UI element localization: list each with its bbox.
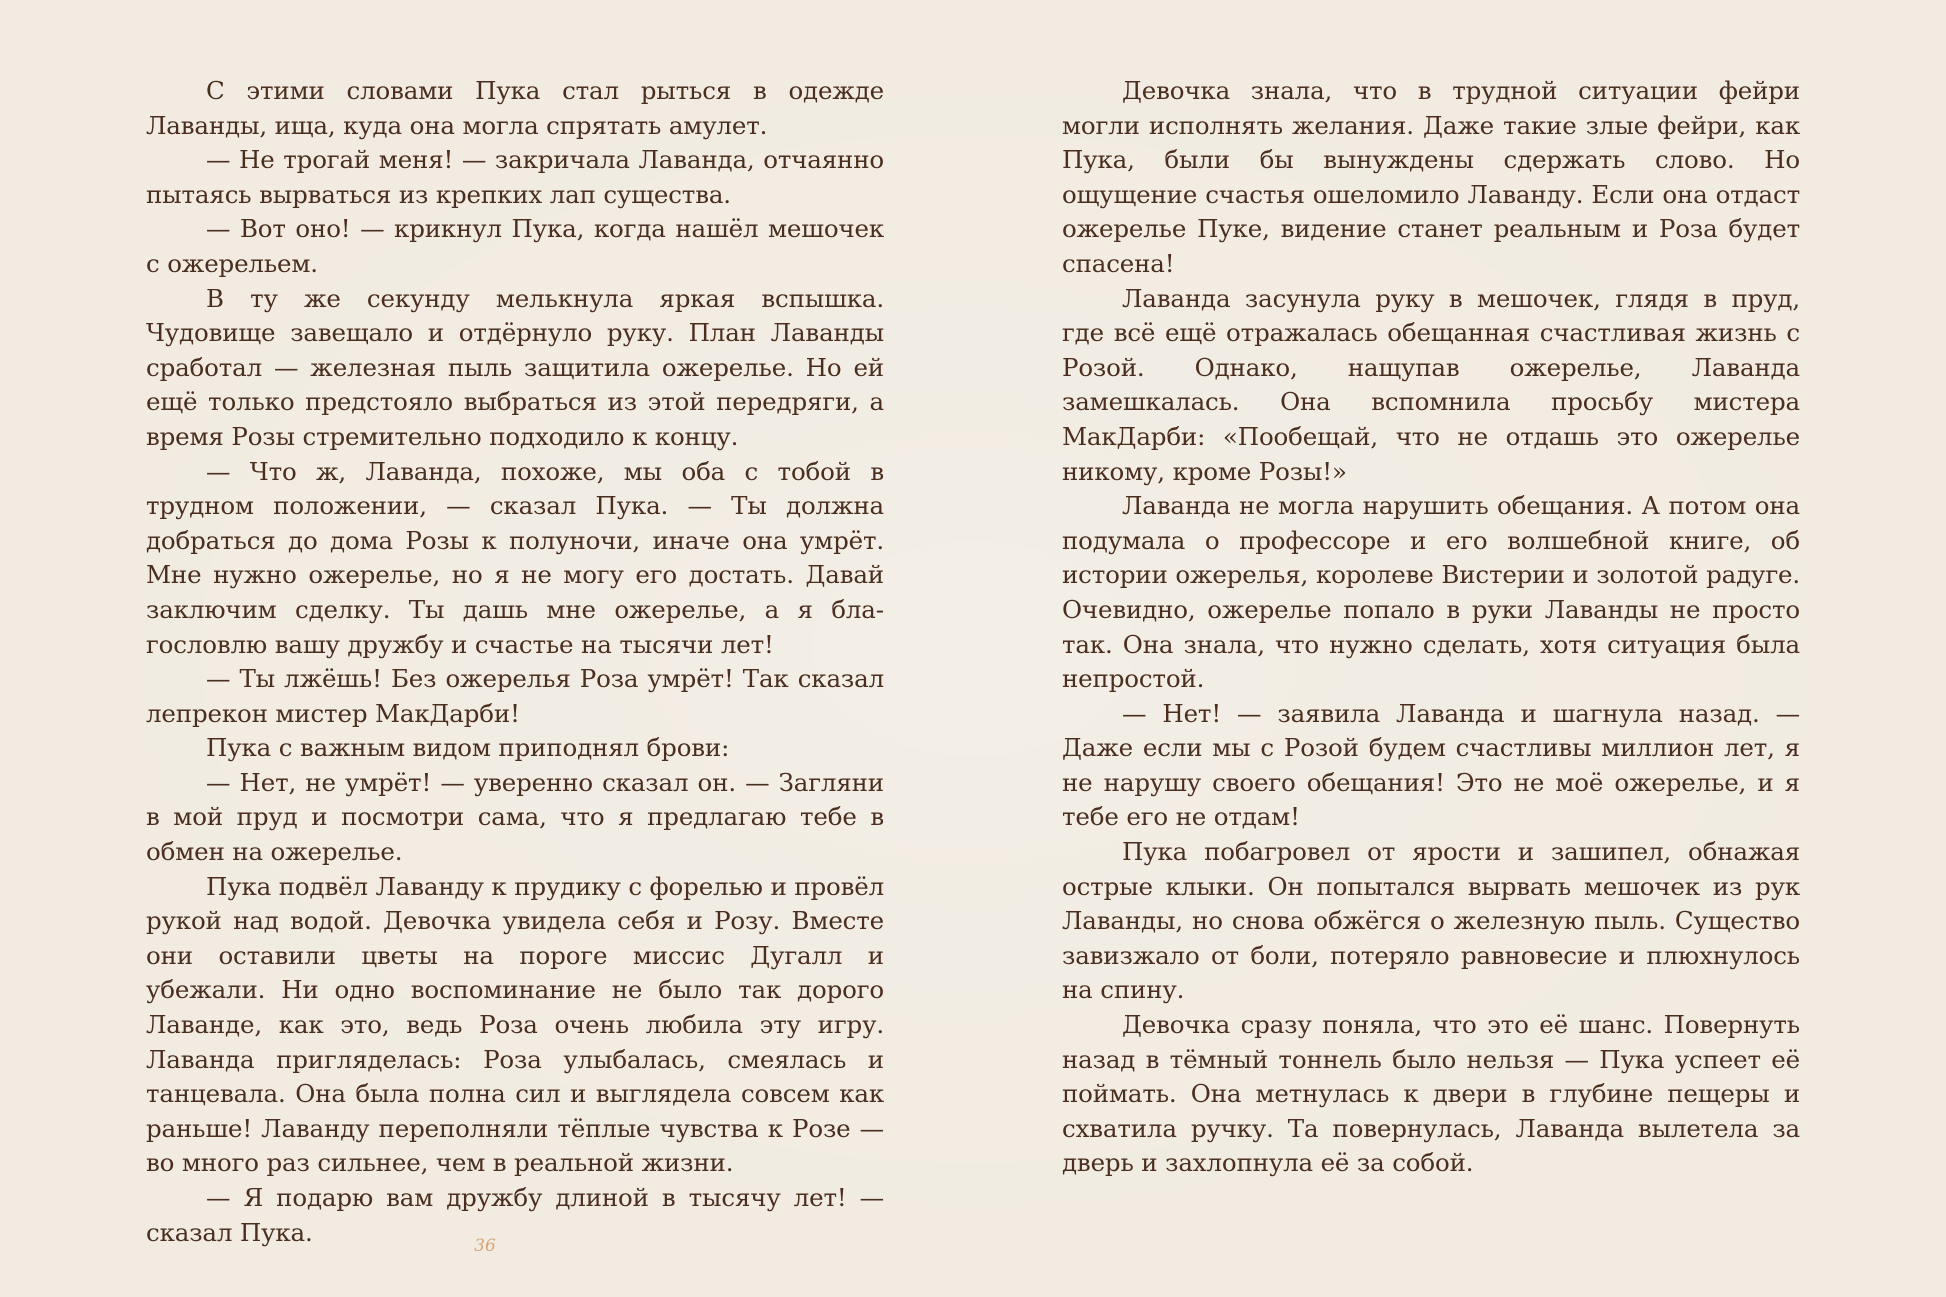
paragraph: Пука побагровел от ярости и зашипел, обнажая острые клыки. Он попытался вырвать мешочек из рук Лаванды, но снова обжёгся о железную пыль. Существо завизжало от боли, потеряло равновесие и плюхнулось на спину.: [1062, 837, 1800, 1005]
paragraph: — Ты лжёшь! Без ожерелья Роза умрёт! Так сказал лепрекон мистер МакДарби!: [146, 664, 884, 728]
paragraph: — Нет, не умрёт! — уверенно сказал он. — Загляни в мой пруд и посмотри сама, что я предлагаю тебе в обмен на ожерелье.: [146, 767, 884, 867]
paragraph: Девочка сразу поняла, что это её шанс. Повернуть назад в тёмный тоннель было нельзя — Пука успеет её поймать. Она метнулась к двери в глубине пещеры и схватила ручку. Та повернулась, Лаванда вылетела за дверь и захлопнула её за собой.: [1062, 1010, 1800, 1178]
paragraph: Лаванда засунула руку в мешочек, глядя в пруд, где всё ещё отражалась обещанная счастливая жизнь с Розой. Однако, нащупав ожерелье, Лаванда замешкалась. Она вспомнила просьбу мистера МакДарби: «Пообещай, что не отдашь это ожерелье никому, кроме Розы!»: [1062, 283, 1800, 486]
paragraph: Девочка знала, что в трудной ситуации фейри могли исполнять желания. Даже такие злые фейри, как Пука, были бы вынуждены сдержать слово. Но ощущение счастья ошеломило Лаванду. Если она отдаст ожерелье Пуке, видение станет реальным и Роза будет спасена!: [1062, 76, 1800, 278]
paragraph: — Что ж, Лаванда, похоже, мы оба с тобой в трудном положении, — сказал Пука. — Ты должна добраться до дома Розы к полуночи, иначе она умрёт. Мне нужно ожерелье, но я не могу его достать. Давай заключим сделку. Ты дашь мне ожерелье, а я благословлю вашу дружбу и счастье на тысячи лет!: [146, 456, 884, 659]
paragraph: — Не трогай меня! — закричала Лаванда, отчаянно пытаясь вырваться из крепких лап существа.: [146, 145, 884, 209]
page-number: 36: [474, 1236, 496, 1256]
left-page: [146, 74, 884, 1250]
right-page: [1062, 74, 1800, 1181]
paragraph: Пука с важным видом приподнял брови:: [206, 733, 730, 763]
paragraph: — Вот оно! — крикнул Пука, когда нашёл мешочек с ожерельем.: [146, 214, 884, 278]
paragraph: — Я подарю вам дружбу длиной в тысячу лет! — сказал Пука.: [146, 1183, 884, 1247]
paragraph: В ту же секунду мелькнула яркая вспышка. Чудовище завещало и отдёрнуло руку. План Лаванды сработал — железная пыль защитила ожерелье. Но ей ещё только предстояло выбраться из этой передряги, а время Розы стремительно подходило к концу.: [146, 283, 884, 451]
paragraph: С этими словами Пука стал рыться в одежде Лаванды, ища, куда она могла спрятать амулет.: [146, 76, 884, 140]
paragraph: Лаванда не могла нарушить обещания. А потом она подумала о профессоре и его волшебной книге, об истории ожерелья, королеве Вистерии и золотой радуге. Очевидно, ожерелье попало в руки Лаванды не просто так. Она знала, что нужно сделать, хотя ситуация была непростой.: [1062, 491, 1800, 694]
paragraph: Пука подвёл Лаванду к прудику с форелью и провёл рукой над водой. Девочка увидела себя и Розу. Вместе они оставили цветы на пороге миссис Дугалл и убежали. Ни одно воспоминание не было так дорого Лаванде, как это, ведь Роза очень любила эту игру. Лаванда пригляделась: Роза улыбалась, смеялась и танцевала. Она была полна сил и выглядела совсем как раньше! Лаванду переполняли тёплые чувства к Розе — во много раз сильнее, чем в реальной жизни.: [146, 871, 884, 1178]
paragraph: — Нет! — заявила Лаванда и шагнула назад. — Даже если мы с Розой будем счастливы миллион лет, я не нарушу своего обещания! Это не моё ожерелье, и я тебе его не отдам!: [1062, 698, 1800, 832]
